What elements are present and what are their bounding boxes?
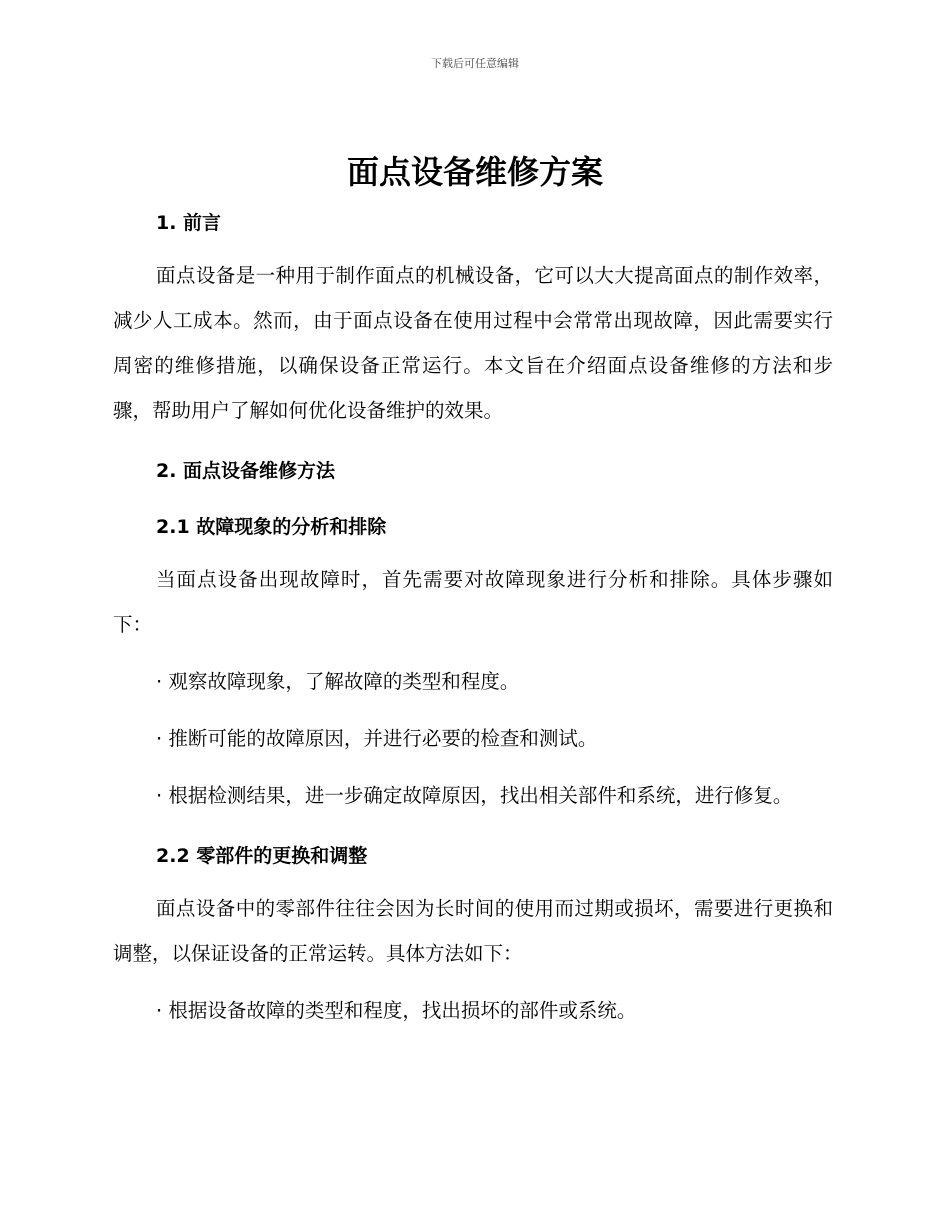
section-heading-2-2: 2.2 零部件的更换和调整 [156,845,368,867]
paragraph-intro: 面点设备是一种用于制作面点的机械设备，它可以大大提高面点的制作效率，减少人工成本。然而，由于面点设备在使用过程中会常常出现故障，因此需要实行周密的维修措施，以确保设备正常运行。本文旨在介绍面点设备维修的方法和步骤，帮助用户了解如何优化设备维护的效果。 [113,264,833,422]
bullet-item: · 根据设备故障的类型和程度，找出损坏的部件或系统。 [156,999,637,1022]
section-heading-1: 1. 前言 [156,212,222,234]
bullet-item: · 推断可能的故障原因，并进行必要的检查和测试。 [156,727,598,750]
section-heading-2: 2. 面点设备维修方法 [156,460,336,482]
bullet-item: · 根据检测结果，进一步确定故障原因，找出相关部件和系统，进行修复。 [156,784,793,807]
section-heading-2-1: 2.1 故障现象的分析和排除 [156,516,387,538]
paragraph-2-1: 当面点设备出现故障时，首先需要对故障现象进行分析和排除。具体步骤如下： [113,568,833,636]
bullet-item: · 观察故障现象，了解故障的类型和程度。 [156,670,520,693]
document-body [113,205,833,1033]
document-title: 面点设备维修方案 [346,153,603,191]
paragraph-2-2: 面点设备中的零部件往往会因为长时间的使用而过期或损坏，需要进行更换和调整，以保证设备的正常运转。具体方法如下： [113,897,833,965]
page-header-note: 下载后可任意编辑 [431,57,519,70]
